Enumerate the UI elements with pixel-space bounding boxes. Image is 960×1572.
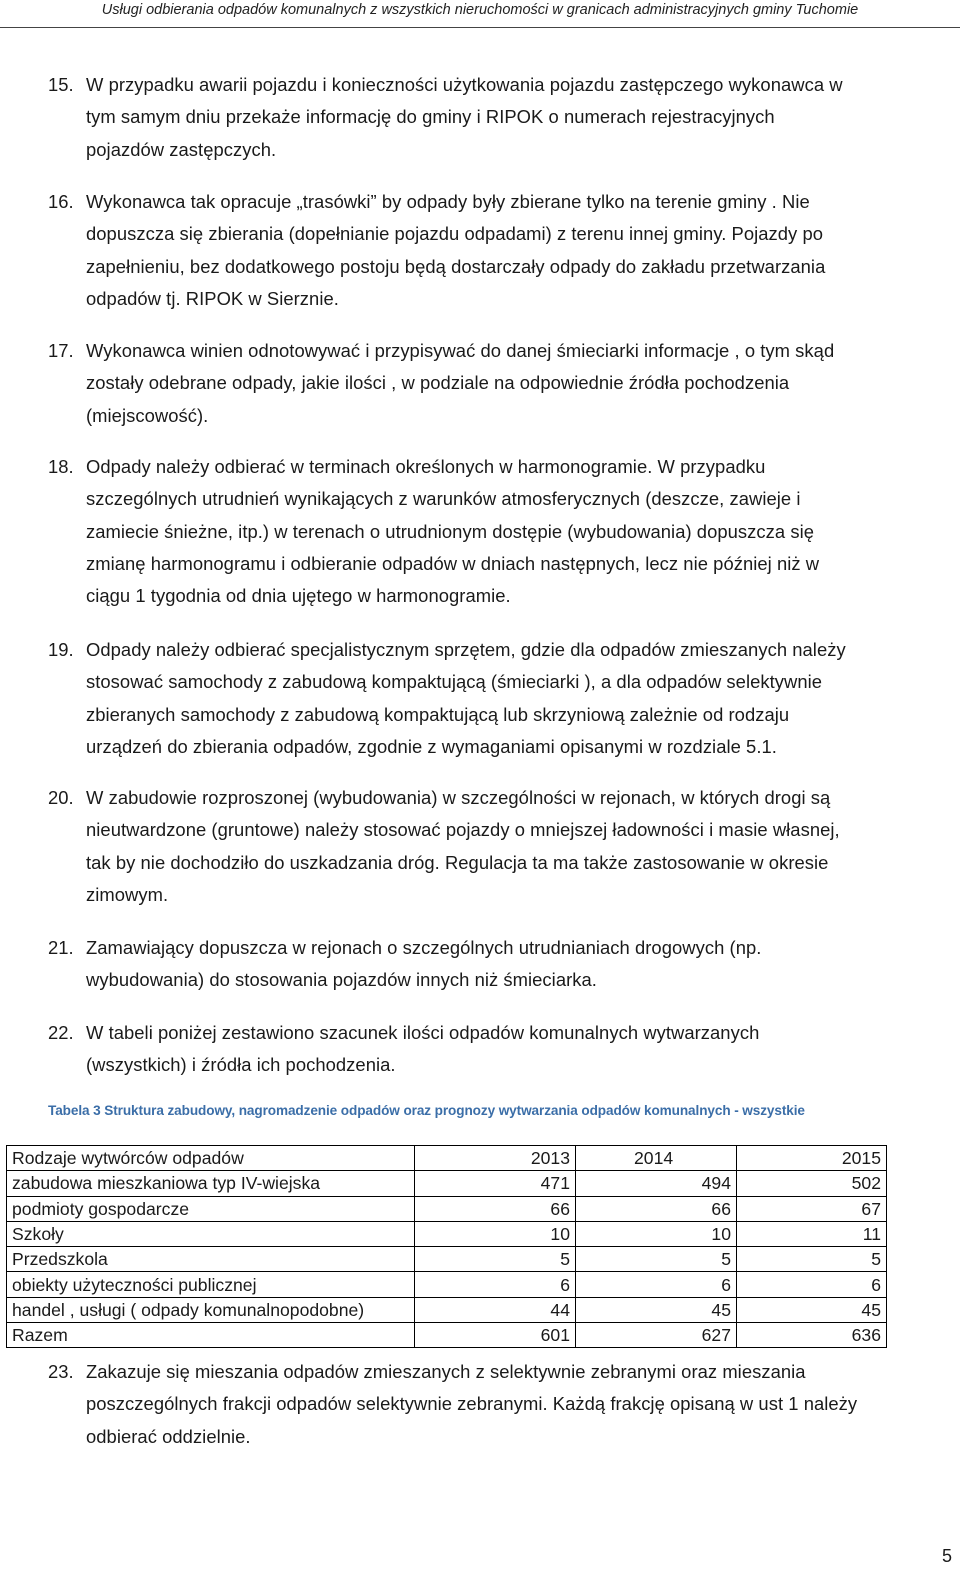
table-cell: 601 [415,1323,576,1348]
list-item-19 [48,634,948,763]
item-text [86,1356,948,1453]
text-line: W tabeli poniżej zestawiono szacunek ilości odpadów komunalnych wytwarzanych [86,1022,760,1043]
text-line: zbieranych samochody z zabudową kompaktującą lub skrzyniową zależnie od rodzaju [86,703,790,725]
table-header-cell: Rodzaje wytwórców odpadów [7,1146,415,1171]
table-cell: 44 [415,1297,576,1322]
text-line: odbierać oddzielnie. [86,1425,251,1447]
list-item-23 [48,1356,948,1453]
item-number: 15. [48,74,74,95]
item-number: 20. [48,787,74,808]
running-header: Usługi odbierania odpadów komunalnych z wszystkich nieruchomości w granicach administracyjnych gminy Tuchomie [0,0,960,28]
table-row [7,1297,887,1322]
list-item-15 [48,69,948,166]
table-cell: 471 [415,1171,576,1196]
table-cell: 10 [576,1221,737,1246]
table-cell: 10 [415,1221,576,1246]
table-cell: 66 [576,1196,737,1221]
table-row [7,1247,887,1272]
item-number: 19. [48,639,74,660]
item-number: 16. [48,191,74,212]
text-line: urządzeń do zbierania odpadów, zgodnie z wymaganiami opisanymi w rozdziale 5.1. [86,735,777,757]
table-cell: Szkoły [7,1221,415,1246]
text-line: odpadów tj. RIPOK w Sierznie. [86,287,339,309]
table-row [7,1196,887,1221]
text-line: tym samym dniu przekaże informację do gminy i RIPOK o numerach rejestracyjnych [86,106,775,128]
waste-table [6,1145,887,1348]
table-cell: 6 [415,1272,576,1297]
table-row [7,1221,887,1246]
text-line: zamiecie śnieżne, itp.) w terenach o utrudnionym dostępie (wybudowania) dopuszcza się [86,520,814,542]
page-number: 5 [941,1546,952,1566]
text-line: poszczególnych frakcji odpadów selektywnie zebranymi. Każdą frakcję opisaną w ust 1 należy [86,1393,858,1415]
list-item-18 [48,451,948,612]
item-text [86,634,948,763]
list-item-22 [48,1017,948,1082]
table-cell: 5 [576,1247,737,1272]
table-cell: 67 [737,1196,887,1221]
text-line: (wszystkich) i źródła ich pochodzenia. [86,1054,396,1076]
table-cell: 636 [737,1323,887,1348]
text-line: Wykonawca tak opracuje „trasówki” by odpady były zbierane tylko na terenie gminy . Nie [86,191,810,212]
list-item-20 [48,782,948,911]
text-line: szczególnych utrudnień wynikających z warunków atmosferycznych (deszcze, zawieje i [86,488,801,510]
table-cell: 6 [576,1272,737,1297]
table-cell: 6 [737,1272,887,1297]
text-line: Zamawiający dopuszcza w rejonach o szczególnych utrudnianiach drogowych (np. [86,937,762,958]
text-line: pojazdów zastępczych. [86,138,277,160]
table-cell: 494 [576,1171,737,1196]
table-total-row [7,1323,887,1348]
table-cell: 5 [415,1247,576,1272]
table-cell: handel , usługi ( odpady komunalnopodobne) [7,1297,415,1322]
table-cell: 502 [737,1171,887,1196]
table-header-row [7,1146,887,1171]
table-cell: 66 [415,1196,576,1221]
item-text [86,1017,948,1082]
item-text [86,335,948,432]
table-cell: 11 [737,1221,887,1246]
item-text [86,69,948,166]
table-cell: Przedszkola [7,1247,415,1272]
text-line: dopuszcza się zbierania (dopełnianie pojazdu odpadami) z terenu innej gminy. Pojazdy po [86,223,824,245]
table-cell: 627 [576,1323,737,1348]
list-item-16 [48,186,948,315]
table-row [7,1171,887,1196]
table-cell: obiekty użyteczności publicznej [7,1272,415,1297]
table-cell: podmioty gospodarcze [7,1196,415,1221]
item-text [86,451,948,612]
item-number: 23. [48,1361,74,1382]
item-number: 22. [48,1022,74,1043]
table-cell: zabudowa mieszkaniowa typ IV-wiejska [7,1171,415,1196]
table-header-cell: 2013 [415,1146,576,1171]
text-line: W przypadku awarii pojazdu i konieczności użytkowania pojazdu zastępczego wykonawca w [86,74,843,95]
table-row [7,1272,887,1297]
table-cell: Razem [7,1323,415,1348]
text-line: nieutwardzone (gruntowe) należy stosować pojazdy o mniejszej ładowności i masie własnej, [86,819,840,841]
text-line: tak by nie dochodziło do uszkadzania dróg. Regulacja ta ma także zastosowanie w okresie [86,851,829,873]
item-number: 18. [48,456,74,477]
list-item-21 [48,932,948,997]
text-line: zmianę harmonogramu i odbieranie odpadów w dniach następnych, lecz nie później niż w [86,552,820,574]
text-line: Wykonawca winien odnotowywać i przypisywać do danej śmieciarki informacje , o tym skąd [86,340,835,361]
table-cell: 5 [737,1247,887,1272]
text-line: Odpady należy odbierać w terminach określonych w harmonogramie. W przypadku [86,456,766,477]
text-line: W zabudowie rozproszonej (wybudowania) w szczególności w rejonach, w których drogi są [86,787,831,808]
text-line: zimowym. [86,883,169,905]
text-line: (miejscowość). [86,404,209,426]
text-line: zostały odebrane odpady, jakie ilości , w podziale na odpowiednie źródła pochodzenia [86,372,790,394]
item-number: 17. [48,340,74,361]
table-caption: Tabela 3 Struktura zabudowy, nagromadzenie odpadów oraz prognozy wytwarzania odpadów komunalnych - wszystkie [48,1103,805,1118]
item-number: 21. [48,937,74,958]
text-line: wybudowania) do stosowania pojazdów innych niż śmieciarka. [86,969,597,991]
table-header-cell: 2015 [737,1146,887,1171]
item-text [86,186,948,315]
item-text [86,932,948,997]
item-text [86,782,948,911]
table-cell: 45 [737,1297,887,1322]
table-cell: 45 [576,1297,737,1322]
list-item-17 [48,335,948,432]
text-line: stosować samochody z zabudową kompaktującą (śmieciarki ), a dla odpadów selektywnie [86,671,823,693]
text-line: Odpady należy odbierać specjalistycznym sprzętem, gdzie dla odpadów zmieszanych należy [86,639,846,660]
text-line: Zakazuje się mieszania odpadów zmieszanych z selektywnie zebranymi oraz mieszania [86,1361,806,1382]
text-line: zapełnieniu, bez dodatkowego postoju będą dostarczały odpady do zakładu przetwarzania [86,255,826,277]
text-line: ciągu 1 tygodnia od dnia ujętego w harmonogramie. [86,585,511,607]
table-header-cell: 2014 [576,1146,737,1171]
